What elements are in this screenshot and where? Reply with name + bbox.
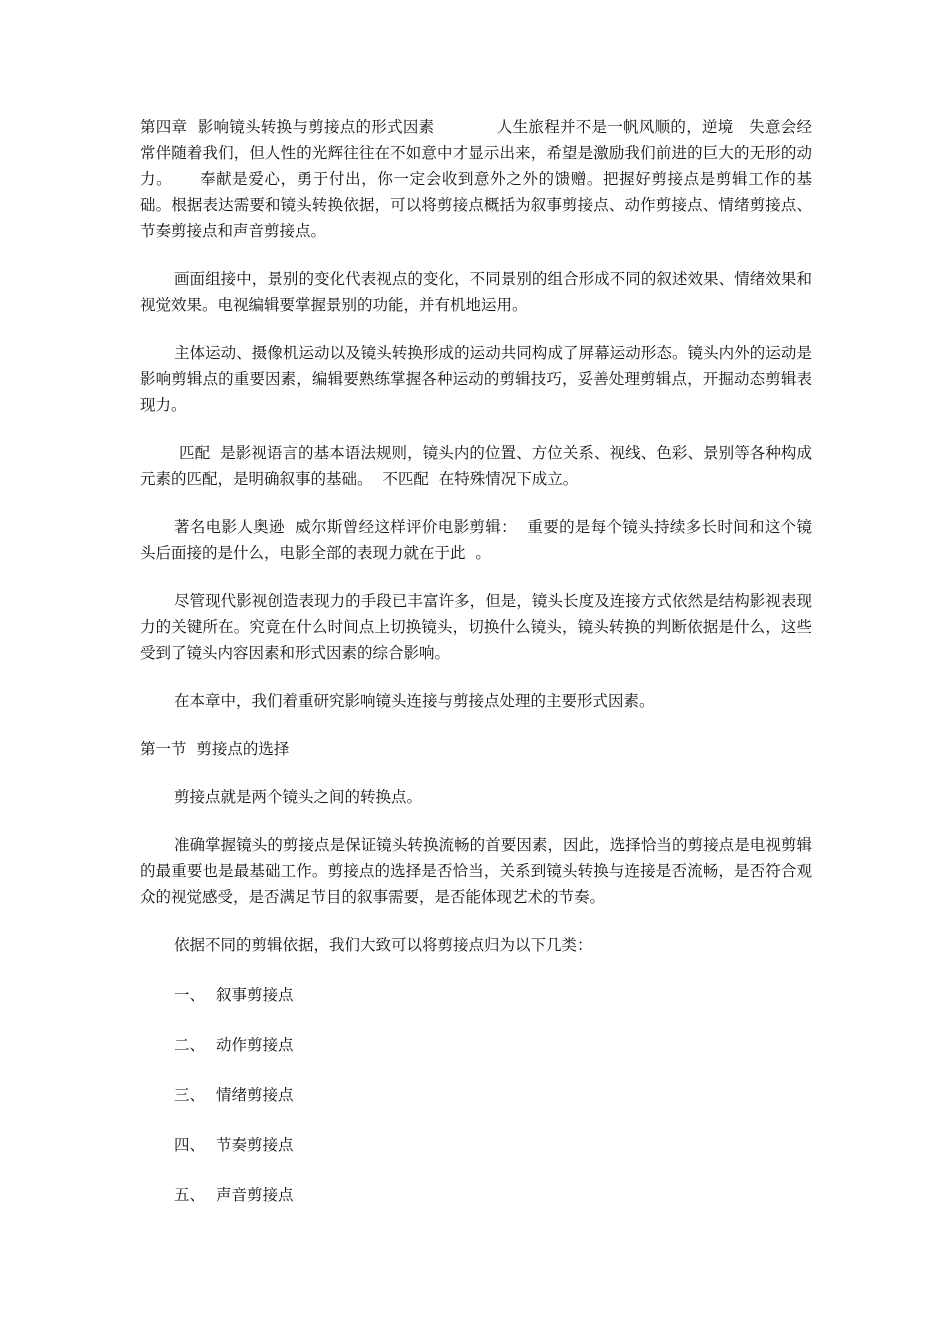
list-item-label: 声音剪接点: [216, 1186, 294, 1204]
paragraph-matching: 匹配 是影视语言的基本语法规则，镜头内的位置、方位关系、视线、色彩、景别等各种构成元素的匹配，是明确叙事的基础。 不匹配 在特殊情况下成立。: [140, 444, 812, 488]
list-item-label: 叙事剪接点: [216, 986, 294, 1004]
list-item-number: 四、: [174, 1136, 206, 1154]
list-item-number: 五、: [174, 1186, 206, 1204]
paragraph-cut-point-importance: 准确掌握镜头的剪接点是保证镜头转换流畅的首要因素，因此，选择恰当的剪接点是电视剪辑的最重要也是最基础工作。剪接点的选择是否恰当，关系到镜头转换与连接是否流畅，是否符合观众的视觉感受，是否满足节目的叙事需要，是否能体现艺术的节奏。: [140, 836, 812, 906]
list-item-number: 二、: [174, 1036, 206, 1054]
paragraph-cut-point-definition: 剪接点就是两个镜头之间的转换点。: [174, 788, 423, 806]
list-item-label: 节奏剪接点: [216, 1136, 294, 1154]
list-item: [140, 1082, 812, 1108]
list-item: [140, 982, 812, 1008]
section-title: 第一节 剪接点的选择: [140, 740, 290, 758]
chapter-intro-paragraph: 第四章 影响镜头转换与剪接点的形式因素 人生旅程并不是一帆风顺的，逆境 失意会经常伴随着我们，但人性的光辉往往在不如意中才显示出来，希望是激励我们前进的巨大的无形的动力。 奉献是爱心，勇于付出，你一定会收到意外之外的馈赠。把握好剪接点是剪辑工作的基础。根据表达需要和镜头转换依据，可以将剪接点概括为叙事剪接点、动作剪接点、情绪剪接点、节奏剪接点和声音剪接点。: [140, 118, 812, 240]
paragraph-shot-length: 尽管现代影视创造表现力的手段已丰富许多，但是，镜头长度及连接方式依然是结构影视表现力的关键所在。究竟在什么时间点上切换镜头，切换什么镜头，镜头转换的判断依据是什么，这些受到了镜头内容因素和形式因素的综合影响。: [140, 592, 812, 662]
list-item: [140, 1032, 812, 1058]
list-item-number: 一、: [174, 986, 206, 1004]
list-item: [140, 1132, 812, 1158]
list-item-number: 三、: [174, 1086, 206, 1104]
list-item-label: 情绪剪接点: [216, 1086, 294, 1104]
paragraph-orson-welles-quote: 著名电影人奥逊 威尔斯曾经这样评价电影剪辑： 重要的是每个镜头持续多长时间和这个镜头后面接的是什么，电影全部的表现力就在于此 。: [140, 518, 812, 562]
paragraph-chapter-focus: 在本章中，我们着重研究影响镜头连接与剪接点处理的主要形式因素。: [174, 692, 655, 710]
list-item: [140, 1182, 812, 1208]
document-page: [140, 114, 812, 1208]
list-item-label: 动作剪接点: [216, 1036, 294, 1054]
paragraph-shot-size: 画面组接中，景别的变化代表视点的变化，不同景别的组合形成不同的叙述效果、情绪效果和视觉效果。电视编辑要掌握景别的功能，并有机地运用。: [140, 270, 812, 314]
paragraph-cut-point-categories: 依据不同的剪辑依据，我们大致可以将剪接点归为以下几类：: [174, 936, 593, 954]
paragraph-motion: 主体运动、摄像机运动以及镜头转换形成的运动共同构成了屏幕运动形态。镜头内外的运动是影响剪辑点的重要因素，编辑要熟练掌握各种运动的剪辑技巧，妥善处理剪辑点，开掘动态剪辑表现力。: [140, 344, 812, 414]
